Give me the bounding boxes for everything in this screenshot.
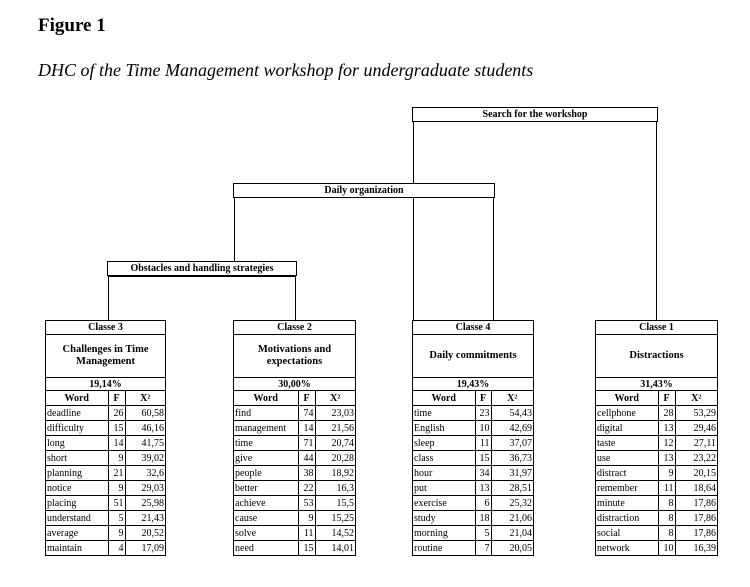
class-subtitle: Distractions [596,335,717,378]
chi-square-cell: 21,43 [125,511,165,526]
chi-square-cell: 15,5 [315,496,355,511]
frequency-cell: 74 [298,406,315,421]
frequency-cell: 53 [298,496,315,511]
frequency-cell: 10 [658,541,675,556]
word-row [46,406,165,421]
class-subtitle: Motivations and expectations [234,335,355,378]
word-cell: understand [46,511,108,526]
node-obstacles-strategies: Obstacles and handling strategies [107,261,297,276]
word-row [46,466,165,481]
word-row [413,451,533,466]
word-cell: placing [46,496,108,511]
chi-square-cell: 18,64 [675,481,717,496]
word-cell: need [235,542,254,554]
chi-square-cell: 41,75 [125,436,165,451]
chi-square-cell: 28,51 [491,481,533,496]
word-cell: English [413,421,475,436]
word-table [46,391,165,555]
chi-square-cell: 16,3 [315,481,355,496]
class-percent: 19,14% [46,378,165,391]
word-row [234,496,355,511]
frequency-cell: 23 [475,406,491,421]
frequency-cell: 8 [658,496,675,511]
frequency-cell: 8 [658,511,675,526]
class-4-box [412,320,534,556]
connector-line [413,122,414,320]
word-cell: remember [596,481,658,496]
word-row [413,511,533,526]
frequency-cell: 21 [108,466,125,481]
frequency-cell: 9 [108,451,125,466]
chi-square-cell: 16,39 [675,541,717,556]
word-cell: short [46,451,108,466]
word-row [234,421,355,436]
frequency-cell: 13 [658,451,675,466]
class-1-box [595,320,718,556]
word-cell: cause [234,511,298,526]
chi-square-cell: 25,98 [125,496,165,511]
col-word-header: Word [413,391,475,406]
frequency-cell: 5 [475,526,491,541]
word-table [413,391,533,555]
node-daily-organization: Daily organization [233,183,495,198]
word-cell: cellphone [596,406,658,421]
frequency-cell: 11 [298,526,315,541]
frequency-cell: 9 [108,526,125,541]
frequency-cell: 9 [108,481,125,496]
word-cell: study [413,511,475,526]
chi-square-cell: 39,02 [125,451,165,466]
word-row [46,481,165,496]
frequency-cell: 26 [108,406,125,421]
word-cell: better [234,481,298,496]
word-cell: achieve [234,496,298,511]
chi-square-cell: 15,25 [315,511,355,526]
frequency-cell: 14 [298,421,315,436]
word-row [46,421,165,436]
word-row [234,406,355,421]
col-f-header: F [298,391,315,406]
chi-square-cell: 17,86 [675,511,717,526]
class-2-box [233,320,356,556]
word-row [413,496,533,511]
chi-square-cell: 53,29 [675,406,717,421]
word-cell: deadline [46,406,108,421]
chi-square-cell: 42,69 [491,421,533,436]
word-row [234,481,355,496]
word-cell: time [234,436,298,451]
word-cell: planning [46,466,108,481]
frequency-cell: 9 [658,466,675,481]
frequency-cell: 9 [298,511,315,526]
word-cell: exercise [413,496,475,511]
class-title: Classe 3 [46,321,165,335]
word-row [46,511,165,526]
chi-square-cell: 29,46 [675,421,717,436]
frequency-cell: 15 [298,541,315,556]
col-word-header: Word [596,391,658,406]
chi-square-cell: 17,86 [675,526,717,541]
col-chi-header: X² [675,391,717,406]
word-cell: routine [414,542,443,554]
frequency-cell: 6 [475,496,491,511]
frequency-cell: 34 [475,466,491,481]
frequency-cell: 10 [475,421,491,436]
word-row [596,481,717,496]
word-cell: time [413,406,475,421]
word-row [596,451,717,466]
chi-square-cell: 18,92 [315,466,355,481]
word-cell: use [596,451,658,466]
frequency-cell: 51 [108,496,125,511]
class-title: Classe 1 [596,321,717,335]
frequency-cell: 28 [658,406,675,421]
chi-square-cell: 27,11 [675,436,717,451]
chi-square-cell: 25,32 [491,496,533,511]
word-cell: maintain [47,542,82,554]
chi-square-cell: 14,01 [315,541,355,556]
word-cell: put [413,481,475,496]
connector-line [108,276,296,277]
word-cell: notice [46,481,108,496]
chi-square-cell: 37,07 [491,436,533,451]
chi-square-cell: 46,16 [125,421,165,436]
word-row [234,526,355,541]
col-chi-header: X² [315,391,355,406]
chi-square-cell: 20,05 [491,541,533,556]
frequency-cell: 13 [658,421,675,436]
frequency-cell: 14 [108,436,125,451]
col-chi-header: X² [491,391,533,406]
word-cell: average [46,526,108,541]
class-percent: 30,00% [234,378,355,391]
figure-caption: DHC of the Time Management workshop for undergraduate students [38,60,534,80]
word-row [413,526,533,541]
class-subtitle: Challenges in Time Management [46,335,165,378]
word-table [234,391,355,555]
connector-line [493,198,494,320]
col-word-header: Word [234,391,298,406]
chi-square-cell: 20,52 [125,526,165,541]
word-row [596,496,717,511]
class-subtitle: Daily commitments [413,335,533,378]
col-f-header: F [475,391,491,406]
connector-line [656,122,657,320]
word-cell: network [597,542,630,554]
col-chi-header: X² [125,391,165,406]
word-cell: distract [596,466,658,481]
chi-square-cell: 21,04 [491,526,533,541]
word-row [234,436,355,451]
word-cell: difficulty [46,421,108,436]
word-cell: minute [596,496,658,511]
class-3-box [45,320,166,556]
word-row [596,526,717,541]
word-row [413,436,533,451]
frequency-cell: 44 [298,451,315,466]
chi-square-cell: 20,74 [315,436,355,451]
word-row [413,406,533,421]
chi-square-cell: 21,06 [491,511,533,526]
word-row [413,421,533,436]
word-cell: distraction [596,511,658,526]
frequency-cell: 5 [108,511,125,526]
col-word-header: Word [46,391,108,406]
chi-square-cell: 29,03 [125,481,165,496]
word-cell: sleep [413,436,475,451]
node-search-for-workshop: Search for the workshop [412,107,658,122]
frequency-cell: 12 [658,436,675,451]
frequency-cell: 11 [658,481,675,496]
class-percent: 31,43% [596,378,717,391]
word-row [413,466,533,481]
class-title: Classe 4 [413,321,533,335]
word-row [46,496,165,511]
chi-square-cell: 17,86 [675,496,717,511]
word-row [234,511,355,526]
word-row [234,541,355,556]
word-row [596,436,717,451]
chi-square-cell: 36,73 [491,451,533,466]
word-cell: hour [413,466,475,481]
word-cell: morning [413,526,475,541]
connector-line [108,276,109,320]
chi-square-cell: 21,56 [315,421,355,436]
frequency-cell: 11 [475,436,491,451]
class-percent: 19,43% [413,378,533,391]
frequency-cell: 38 [298,466,315,481]
frequency-cell: 22 [298,481,315,496]
word-cell: solve [234,526,298,541]
frequency-cell: 18 [475,511,491,526]
chi-square-cell: 31,97 [491,466,533,481]
word-cell: class [413,451,475,466]
frequency-cell: 4 [108,541,125,556]
chi-square-cell: 54,43 [491,406,533,421]
word-cell: social [596,526,658,541]
word-row [413,481,533,496]
word-row [596,511,717,526]
word-cell: management [234,421,298,436]
frequency-cell: 13 [475,481,491,496]
chi-square-cell: 32,6 [125,466,165,481]
chi-square-cell: 14,52 [315,526,355,541]
chi-square-cell: 60,58 [125,406,165,421]
frequency-cell: 15 [108,421,125,436]
word-row [46,451,165,466]
frequency-cell: 8 [658,526,675,541]
connector-line [295,276,296,320]
word-cell: taste [596,436,658,451]
figure-label: Figure 1 [38,15,106,36]
word-row [234,466,355,481]
chi-square-cell: 23,03 [315,406,355,421]
word-row [596,541,717,556]
word-table [596,391,717,555]
word-row [46,541,165,556]
word-cell: find [234,406,298,421]
class-title: Classe 2 [234,321,355,335]
word-row [46,526,165,541]
chi-square-cell: 17,09 [125,541,165,556]
word-cell: give [234,451,298,466]
word-row [234,451,355,466]
word-cell: long [46,436,108,451]
col-f-header: F [658,391,675,406]
frequency-cell: 71 [298,436,315,451]
chi-square-cell: 20,15 [675,466,717,481]
word-row [596,466,717,481]
frequency-cell: 7 [475,541,491,556]
frequency-cell: 15 [475,451,491,466]
word-row [413,541,533,556]
word-cell: people [234,466,298,481]
chi-square-cell: 20,28 [315,451,355,466]
word-row [46,436,165,451]
word-row [596,421,717,436]
word-cell: digital [596,421,658,436]
chi-square-cell: 23,22 [675,451,717,466]
col-f-header: F [108,391,125,406]
word-row [596,406,717,421]
